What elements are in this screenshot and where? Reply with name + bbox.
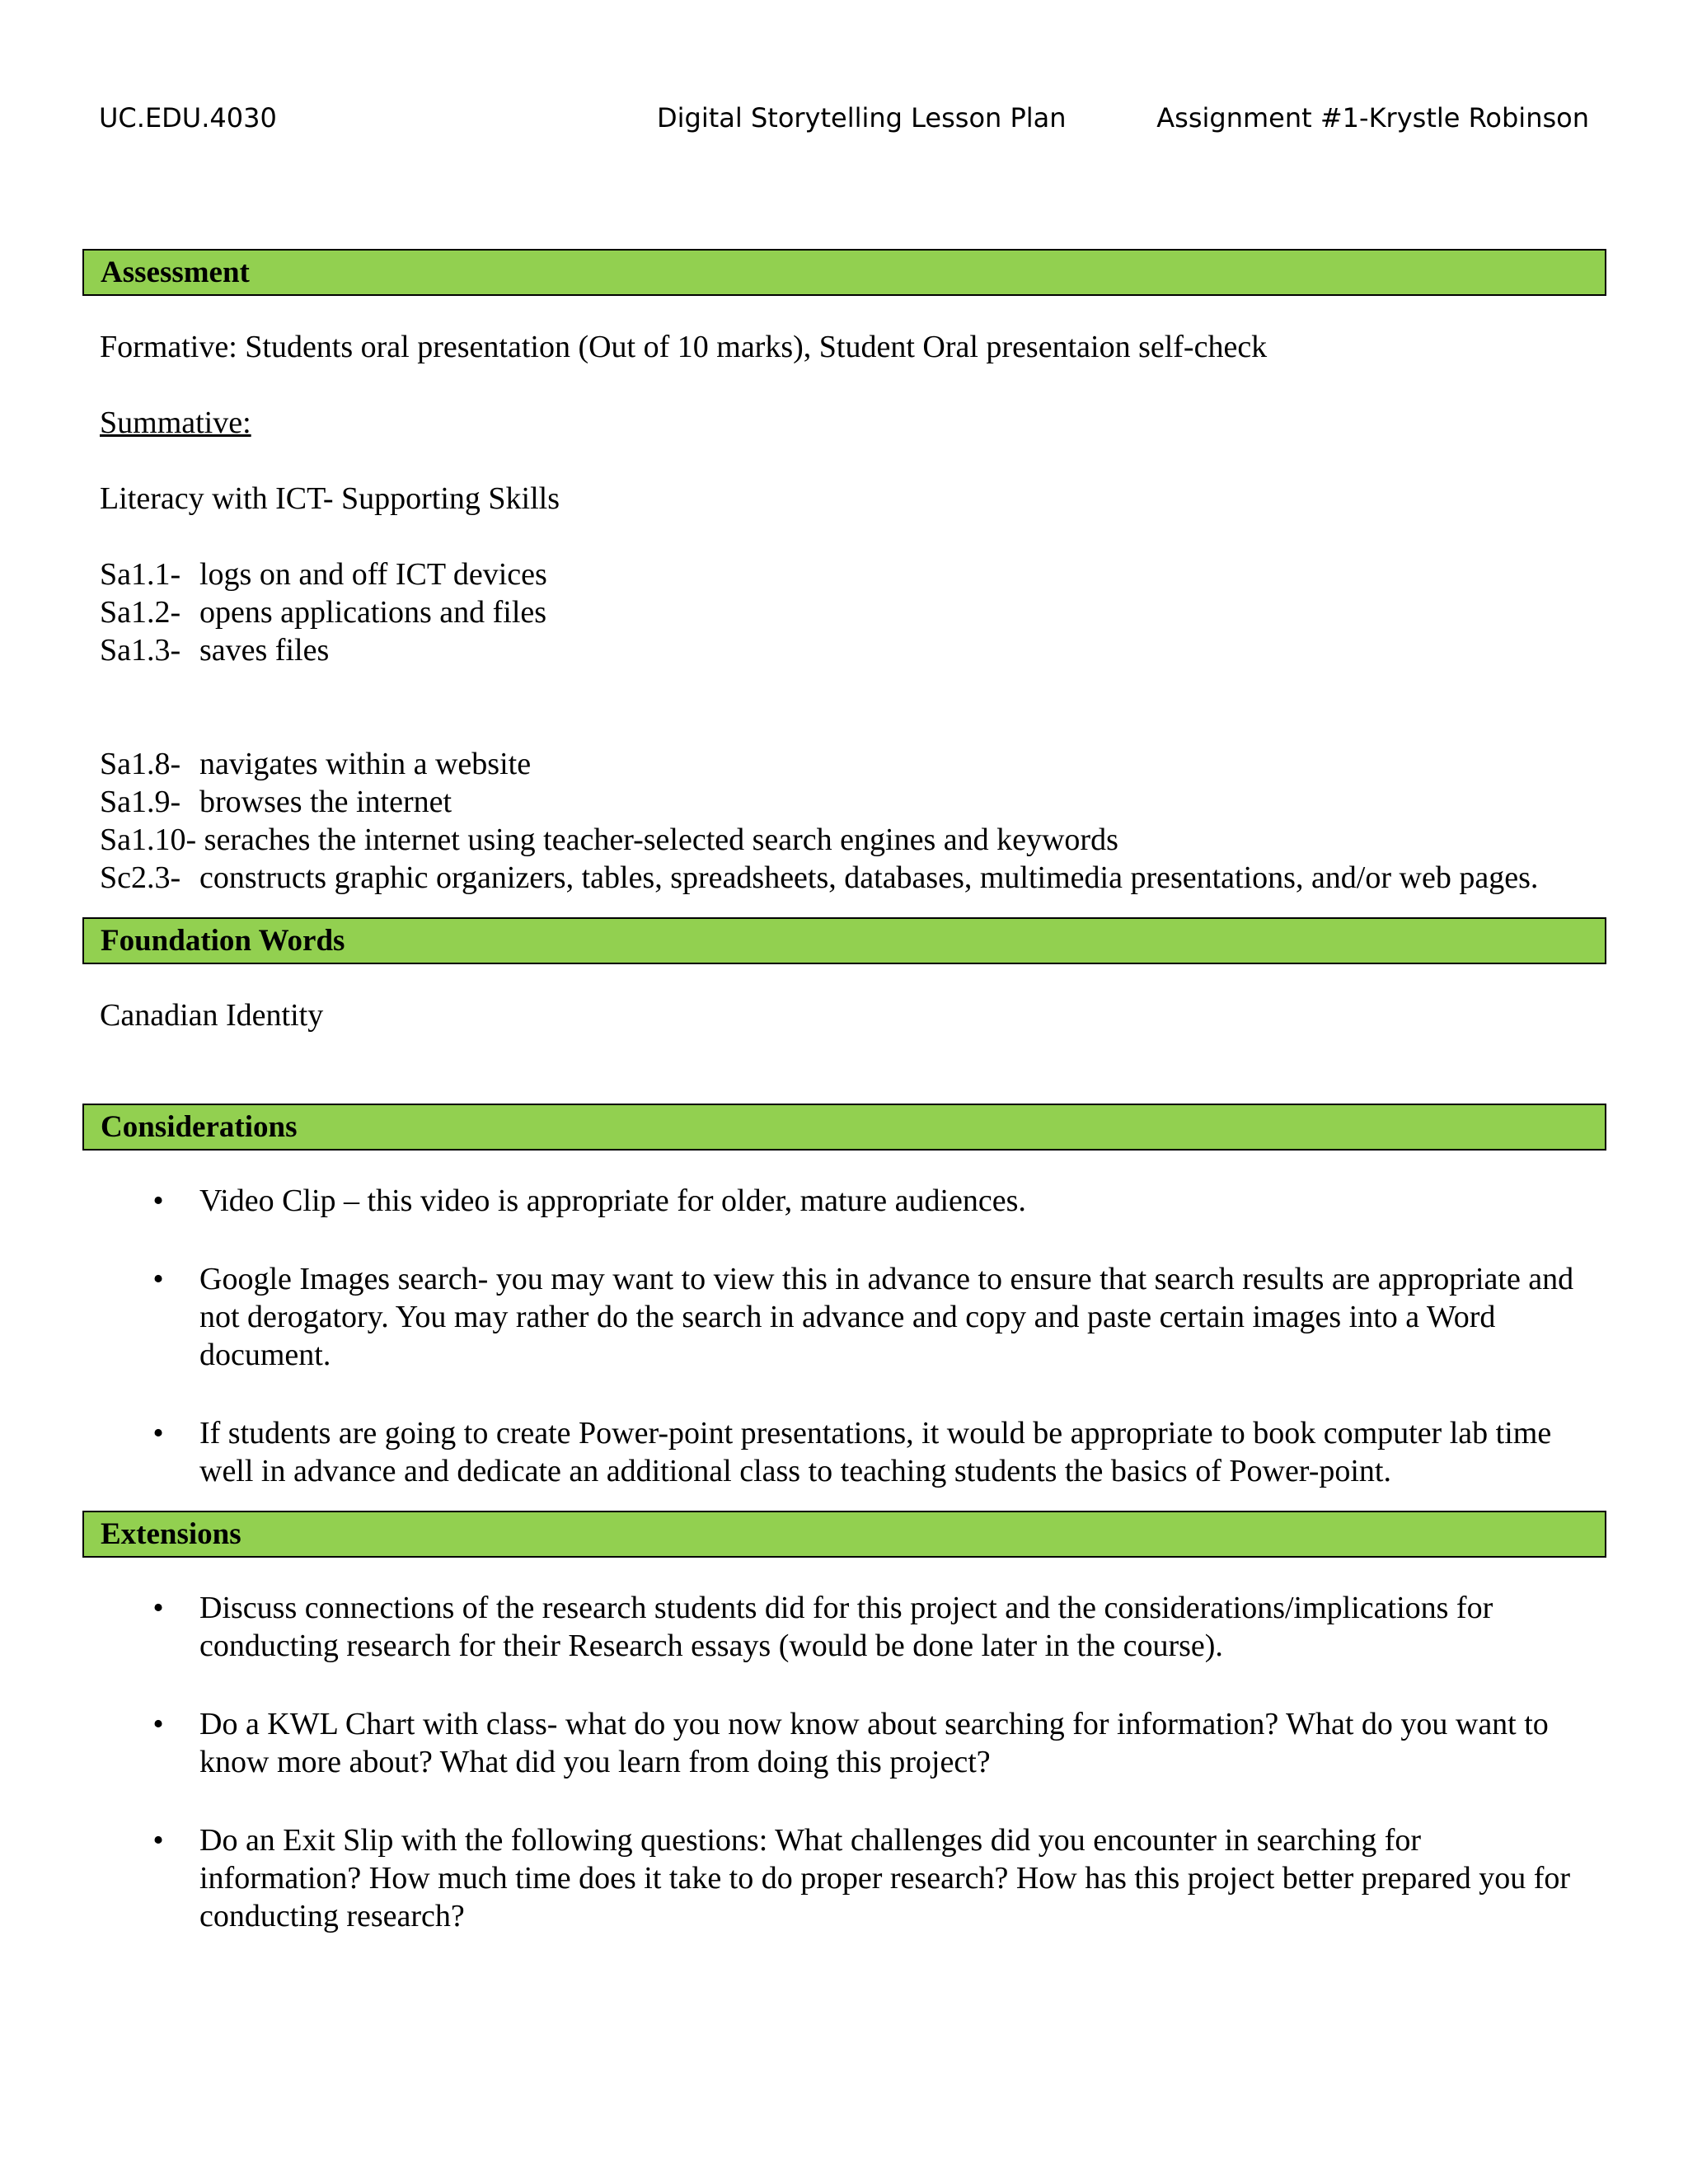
list-item: [82, 1589, 1606, 1665]
extensions-list: [82, 1589, 1606, 1935]
skill-row: [82, 631, 1606, 669]
skill-row: [82, 783, 1606, 821]
assignment-author: Assignment #1-Krystle Robinson: [1156, 102, 1589, 134]
skill-desc: logs on and off ICT devices: [199, 557, 547, 592]
skill-desc: browses the internet: [199, 785, 452, 819]
foundation-heading: Foundation Words: [82, 917, 1606, 964]
skill-code: Sa1.9-: [100, 785, 181, 819]
skill-row: [82, 745, 1606, 783]
bullet-icon: •: [152, 1823, 164, 1858]
skill-desc: navigates within a website: [199, 747, 532, 781]
foundation-text: Canadian Identity: [100, 998, 324, 1033]
assessment-heading: Assessment: [82, 249, 1606, 296]
skill-code: Sc2.3-: [100, 860, 181, 895]
list-item: [82, 1182, 1606, 1220]
list-item-text: Google Images search- you may want to view this in advance to ensure that search results are appropriate and not derogatory. You may rather do the search in advance and copy and paste certain images into a Word document.: [199, 1262, 1574, 1372]
bullet-icon: •: [152, 1707, 164, 1741]
bullet-icon: •: [152, 1416, 164, 1451]
skill-desc: opens applications and files: [199, 595, 547, 630]
skill-code: Sa1.1-: [100, 557, 181, 592]
list-item-text: Do a KWL Chart with class- what do you now know about searching for information? What do you want to know more about? What did you learn from doing this project?: [199, 1707, 1549, 1779]
skill-code: Sa1.2-: [100, 595, 181, 630]
skill-desc: constructs graphic organizers, tables, spreadsheets, databases, multimedia presentations, and/or web pages.: [199, 860, 1539, 895]
considerations-heading: Considerations: [82, 1104, 1606, 1151]
list-item: [82, 1821, 1606, 1935]
bullet-icon: •: [152, 1183, 164, 1218]
skill-spacer: [196, 821, 204, 859]
skill-code: Sa1.8-: [100, 747, 181, 781]
skills-group-1: [82, 555, 1606, 669]
course-code: UC.EDU.4030: [99, 102, 277, 134]
skill-desc: saves files: [199, 633, 330, 668]
skill-desc: seraches the internet using teacher-selected search engines and keywords: [204, 823, 1118, 857]
bullet-icon: •: [152, 1591, 164, 1625]
list-item: [82, 1260, 1606, 1374]
skill-row: [82, 593, 1606, 631]
list-item: [82, 1705, 1606, 1781]
skill-row: [82, 555, 1606, 593]
considerations-list: [82, 1182, 1606, 1490]
literacy-heading: Literacy with ICT- Supporting Skills: [100, 481, 560, 516]
summative-label: Summative:: [100, 405, 251, 440]
skill-row: [82, 821, 1606, 859]
list-item: [82, 1414, 1606, 1490]
list-item-text: Discuss connections of the research students did for this project and the considerations/implications for conducting research for their Research essays (would be done later in the course).: [199, 1591, 1493, 1663]
skill-code: Sa1.3-: [100, 633, 181, 668]
list-item-text: If students are going to create Power-point presentations, it would be appropriate to book computer lab time well in advance and dedicate an additional class to teaching students the basics of Power-point.: [199, 1416, 1552, 1488]
extensions-heading: Extensions: [82, 1511, 1606, 1558]
page-header: [99, 97, 1589, 138]
document-title: Digital Storytelling Lesson Plan: [657, 102, 1067, 134]
list-item-text: Video Clip – this video is appropriate for older, mature audiences.: [199, 1183, 1026, 1218]
list-item-text: Do an Exit Slip with the following questions: What challenges did you encounter in searching for information? How much time does it take to do proper research? How has this project better prepared you for conducting research?: [199, 1823, 1571, 1933]
skill-row: [82, 859, 1606, 897]
formative-text: Formative: Students oral presentation (Out of 10 marks), Student Oral presentaion self-check: [100, 330, 1268, 364]
document-body: [82, 249, 1606, 1935]
skill-code: Sa1.10-: [100, 823, 197, 857]
bullet-icon: •: [152, 1262, 164, 1296]
skills-group-2: [82, 745, 1606, 897]
